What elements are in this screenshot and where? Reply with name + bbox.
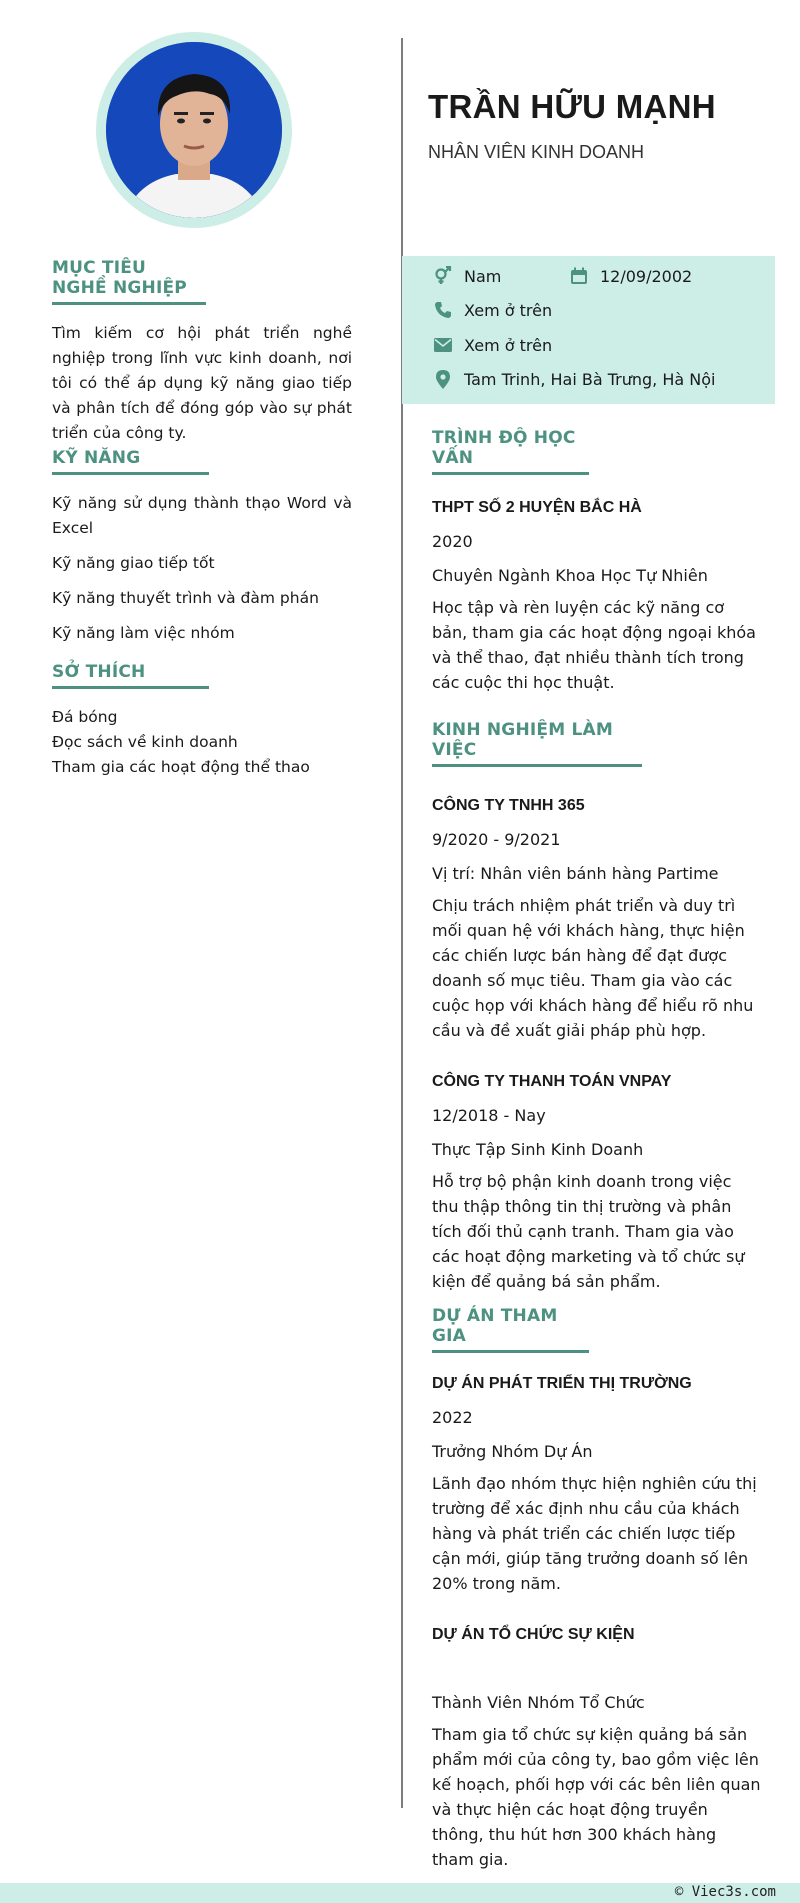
hobby-item: Tham gia các hoạt động thể thao — [52, 758, 310, 776]
gender-icon — [432, 266, 454, 286]
objective-section — [52, 258, 352, 462]
objective-text: Tìm kiếm cơ hội phát triển nghề nghiệp trong lĩnh vực kinh doanh, nơi tôi có thể áp dụng kỹ năng giao tiếp và phân tích để đóng góp vào sự phát triển của công ty. — [52, 324, 352, 442]
section-title-experience: KINH NGHIỆM LÀM VIỆC — [432, 720, 642, 767]
phone-icon — [432, 300, 454, 320]
birthday-value: 12/09/2002 — [600, 266, 693, 286]
project-year: 2022 — [432, 1408, 473, 1427]
contact-email — [432, 335, 552, 355]
section-title-skills: KỸ NĂNG — [52, 448, 209, 475]
work-description: Hỗ trợ bộ phận kinh doanh trong việc thu thập thông tin thị trường và phân tích đối thủ cạnh tranh. Tham gia vào các hoạt động marketing và tổ chức sự kiện để quảng bá sản phẩm. — [432, 1172, 745, 1291]
section-title-education: TRÌNH ĐỘ HỌC VẤN — [432, 428, 589, 475]
work-position: Vị trí: Nhân viên bánh hàng Partime — [432, 864, 719, 883]
skill-item: Kỹ năng làm việc nhóm — [52, 624, 235, 642]
school-name: THPT SỐ 2 HUYỆN BẮC HÀ — [432, 499, 642, 516]
section-title-projects: DỰ ÁN THAM GIA — [432, 1306, 589, 1353]
location-icon — [432, 369, 454, 389]
footer-watermark: © Viec3s.com — [674, 1884, 776, 1900]
email-icon — [432, 335, 454, 355]
contact-birthday — [568, 266, 692, 286]
avatar-frame — [96, 32, 292, 228]
contact-gender — [432, 266, 501, 286]
section-title-hobbies: SỞ THÍCH — [52, 662, 209, 689]
footer-bar — [0, 1883, 800, 1903]
project-item — [432, 1375, 762, 1596]
gender-value: Nam — [464, 266, 502, 286]
hobby-item: Đọc sách về kinh doanh — [52, 733, 238, 751]
education-section — [432, 428, 762, 695]
contact-panel — [402, 256, 775, 404]
project-name: DỰ ÁN PHÁT TRIỂN THỊ TRƯỜNG — [432, 1375, 692, 1392]
job-title: NHÂN VIÊN KINH DOANH — [428, 142, 645, 162]
email-value: Xem ở trên — [464, 335, 553, 355]
work-period: 9/2020 - 9/2021 — [432, 830, 561, 849]
experience-section — [432, 720, 762, 1294]
calendar-icon — [568, 266, 590, 286]
project-description: Lãnh đạo nhóm thực hiện nghiên cứu thị trường để xác định nhu cầu của khách hàng và phát triển các chiến lược tiếp cận mới, giúp tăng trưởng doanh số lên 20% trong năm. — [432, 1474, 757, 1593]
company-name: CÔNG TY TNHH 365 — [432, 797, 585, 814]
project-description: Tham gia tổ chức sự kiện quảng bá sản phẩm mới của công ty, bao gồm việc lên kế hoạch, phối hợp với các bên liên quan và thực hiện các hoạt động truyền thông, thu hút hơn 300 khách hàng tham gia. — [432, 1725, 761, 1869]
project-role: Trưởng Nhóm Dự Án — [432, 1442, 593, 1461]
contact-address — [432, 369, 715, 389]
avatar-photo — [106, 42, 282, 218]
education-major: Chuyên Ngành Khoa Học Tự Nhiên — [432, 566, 708, 585]
section-title-objective: MỤC TIÊU NGHỀ NGHIỆP — [52, 258, 206, 305]
phone-value: Xem ở trên — [464, 300, 553, 320]
education-description: Học tập và rèn luyện các kỹ năng cơ bản, tham gia các hoạt động ngoại khóa và thể thao, đạt nhiều thành tích trong các cuộc thi học thuật. — [432, 598, 756, 692]
skills-section — [52, 448, 352, 646]
project-item — [432, 1626, 762, 1872]
work-period: 12/2018 - Nay — [432, 1106, 546, 1125]
experience-item — [432, 1073, 762, 1294]
skill-item: Kỹ năng sử dụng thành thạo Word và Excel — [52, 494, 352, 537]
contact-phone — [432, 300, 552, 320]
work-position: Thực Tập Sinh Kinh Doanh — [432, 1140, 644, 1159]
work-description: Chịu trách nhiệm phát triển và duy trì mối quan hệ với khách hàng, thực hiện các chiến lược bán hàng để đạt được doanh số mục tiêu. Tham gia vào các cuộc họp với khách hàng để hiểu rõ nhu cầu và đề xuất giải pháp phù hợp. — [432, 896, 754, 1040]
candidate-name: TRẦN HỮU MẠNH — [428, 88, 716, 125]
project-year — [432, 1658, 762, 1680]
experience-item — [432, 797, 762, 1043]
project-role: Thành Viên Nhóm Tổ Chức — [432, 1693, 645, 1712]
projects-section — [432, 1306, 762, 1872]
skill-item: Kỹ năng giao tiếp tốt — [52, 554, 215, 572]
address-value: Tam Trinh, Hai Bà Trưng, Hà Nội — [464, 369, 716, 389]
avatar — [106, 42, 282, 218]
company-name: CÔNG TY THANH TOÁN VNPAY — [432, 1073, 672, 1090]
skill-item: Kỹ năng thuyết trình và đàm phán — [52, 589, 319, 607]
hobby-item: Đá bóng — [52, 708, 118, 726]
hobbies-section — [52, 662, 352, 780]
education-year: 2020 — [432, 532, 473, 551]
project-name: DỰ ÁN TỔ CHỨC SỰ KIỆN — [432, 1626, 635, 1643]
